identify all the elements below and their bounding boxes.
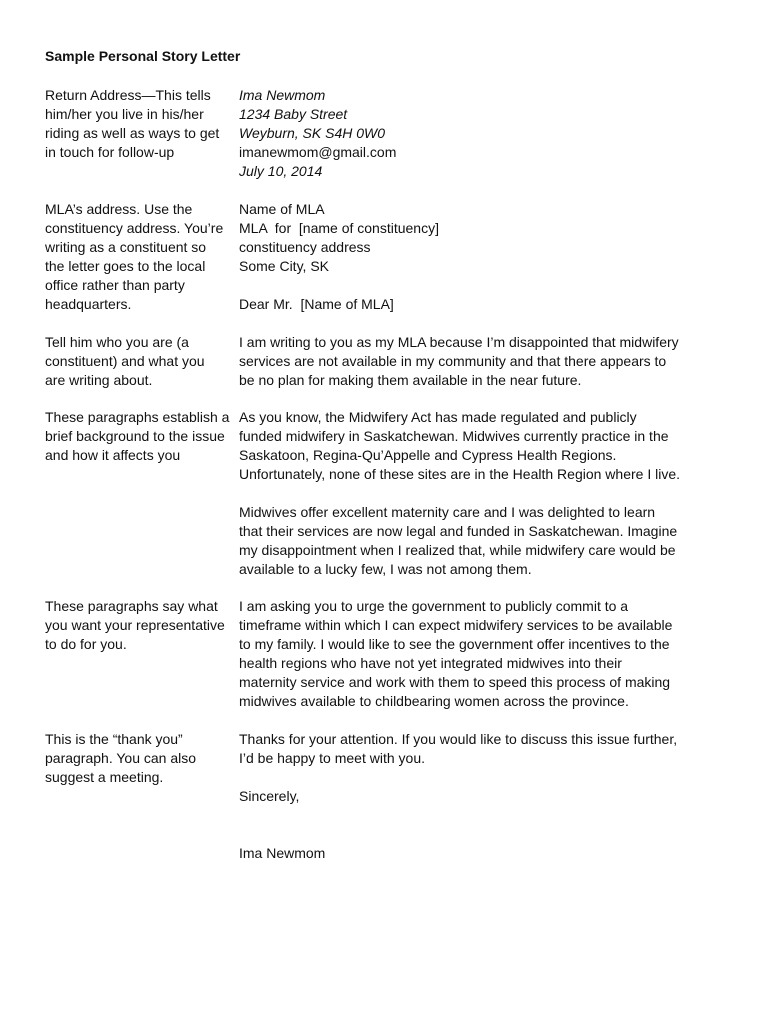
recipient-constituency: MLA for [name of constituency] [239, 220, 439, 236]
spacer [239, 768, 689, 787]
paragraph-line: to my family. I would like to see the government offer incentives to the [239, 636, 670, 652]
note-line: constituency address. You’re [45, 220, 224, 236]
paragraph-line: my disappointment when I realized that, while midwifery care would be [239, 542, 676, 558]
recipient-constituency-address: constituency address [239, 239, 371, 255]
sender-name: Ima Newmom [239, 87, 326, 103]
page-title: Sample Personal Story Letter [45, 48, 241, 64]
paragraph-line: that their services are now legal and funded in Saskatchewan. Imagine [239, 523, 678, 539]
note-line: Return Address—This tells [45, 87, 211, 103]
note-line: you want your representative [45, 617, 225, 633]
paragraph-line: timeframe within which I can expect midwifery services to be available [239, 617, 673, 633]
note-line: writing as a constituent so [45, 239, 207, 255]
request-paragraph [239, 597, 689, 711]
signature: Ima Newmom [239, 845, 326, 861]
paragraph-line: I am writing to you as my MLA because I’m disappointed that midwifery [239, 334, 679, 350]
sender-city: Weyburn, SK S4H 0W0 [239, 125, 386, 141]
paragraph-line: I am asking you to urge the government to publicly commit to a [239, 598, 629, 614]
spacer [239, 276, 689, 295]
paragraph-line: Saskatoon, Regina-Qu’Appelle and Cypress Health Regions. [239, 447, 617, 463]
sender-street: 1234 Baby Street [239, 106, 348, 122]
paragraph-line: Unfortunately, none of these sites are in the Health Region where I live. [239, 466, 680, 482]
note-line: him/her you live in his/her [45, 106, 204, 122]
intro-paragraph [239, 333, 689, 390]
paragraph-line: health regions who have not yet integrated midwives into their [239, 655, 622, 671]
paragraph-line: be no plan for making them available in the near future. [239, 372, 582, 388]
salutation: Dear Mr. [Name of MLA] [239, 296, 394, 312]
spacer [239, 806, 689, 844]
recipient-address [239, 200, 689, 314]
paragraph-line: I’d be happy to meet with you. [239, 750, 425, 766]
paragraph-line: Midwives offer excellent maternity care and I was delighted to learn [239, 504, 656, 520]
note-line: Tell him who you are (a [45, 334, 189, 350]
paragraph-line: As you know, the Midwifery Act has made regulated and publicly [239, 409, 637, 425]
recipient-name: Name of MLA [239, 201, 325, 217]
thanks-note [45, 730, 230, 787]
background-paragraphs [239, 408, 689, 579]
recipient-city: Some City, SK [239, 258, 329, 274]
note-line: constituent) and what you [45, 353, 205, 369]
paragraph-line: midwives available to childbearing women across the province. [239, 693, 629, 709]
note-line: to do for you. [45, 636, 127, 652]
closing: Sincerely, [239, 788, 300, 804]
background-note [45, 408, 230, 465]
note-line: These paragraphs say what [45, 598, 218, 614]
paragraph-line: available to a lucky few, I was not among them. [239, 561, 532, 577]
thanks-paragraph [239, 730, 689, 863]
spacer [239, 484, 689, 503]
sender-address [239, 86, 689, 181]
note-line: and how it affects you [45, 447, 181, 463]
mla-address-note [45, 200, 230, 314]
paragraph-line: funded midwifery in Saskatchewan. Midwives currently practice in the [239, 428, 669, 444]
return-address-note [45, 86, 230, 162]
note-line: brief background to the issue [45, 428, 225, 444]
note-line: MLA’s address. Use the [45, 201, 193, 217]
note-line: riding as well as ways to get [45, 125, 220, 141]
note-line: the letter goes to the local [45, 258, 206, 274]
letter-date: July 10, 2014 [239, 163, 323, 179]
note-line: suggest a meeting. [45, 769, 164, 785]
note-line: in touch for follow-up [45, 144, 175, 160]
request-note [45, 597, 230, 654]
note-line: headquarters. [45, 296, 132, 312]
paragraph-line: maternity service and work with them to speed this process of making [239, 674, 671, 690]
note-line: This is the “thank you” [45, 731, 183, 747]
note-line: These paragraphs establish a [45, 409, 230, 425]
note-line: office rather than party [45, 277, 185, 293]
intro-note [45, 333, 230, 390]
sender-email: imanewmom@gmail.com [239, 144, 397, 160]
paragraph-line: services are not available in my community and that there appears to [239, 353, 667, 369]
note-line: paragraph. You can also [45, 750, 197, 766]
note-line: are writing about. [45, 372, 153, 388]
paragraph-line: Thanks for your attention. If you would like to discuss this issue further, [239, 731, 678, 747]
